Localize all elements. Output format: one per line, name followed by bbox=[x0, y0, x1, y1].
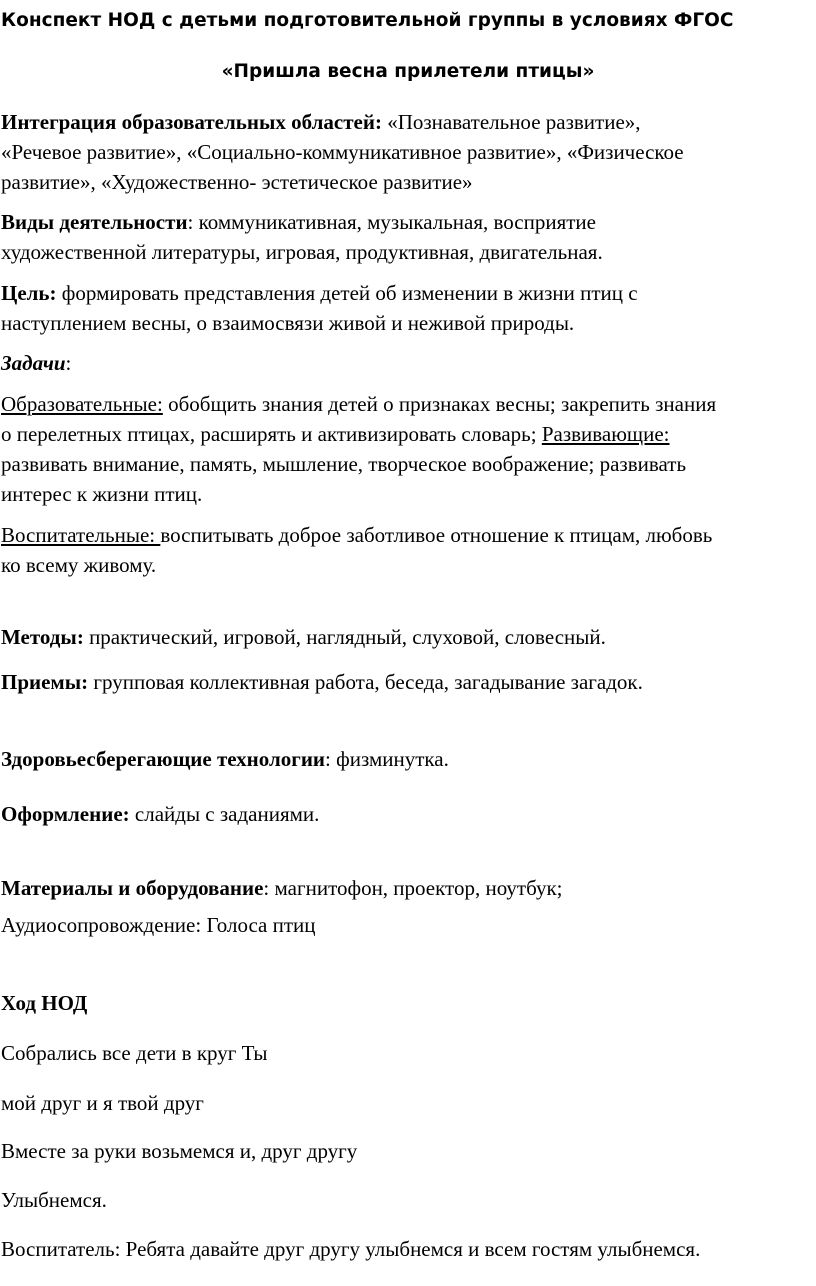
health-line bbox=[1, 747, 449, 771]
methods-label: Методы: bbox=[1, 625, 84, 649]
health-label: Здоровьесберегающие технологии bbox=[1, 747, 326, 771]
course-title bbox=[1, 991, 87, 1015]
methods-text: практический, игровой, наглядный, слуховой, словесный. bbox=[83, 625, 606, 649]
teacher-line: Воспитатель: Ребята давайте друг другу улыбнемся и всем гостям улыбнемся. bbox=[1, 1237, 701, 1261]
educational-text-2: о перелетных птицах, расширять и активизировать словарь; bbox=[1, 422, 542, 446]
integration-line-3: развитие», «Художественно- эстетическое развитие» bbox=[1, 170, 473, 194]
educational-line-2 bbox=[1, 422, 669, 446]
tasks-heading bbox=[1, 351, 71, 375]
health-text: : физминутка. bbox=[325, 747, 449, 771]
tasks-colon: : bbox=[65, 351, 72, 375]
materials-line bbox=[1, 876, 563, 900]
integration-line-1 bbox=[1, 110, 641, 134]
activities-line-2: художественной литературы, игровая, продуктивная, двигательная. bbox=[1, 240, 603, 264]
integration-line-2: «Речевое развитие», «Социально-коммуникативное развитие», «Физическое bbox=[1, 140, 684, 164]
design-label: Оформление: bbox=[1, 802, 130, 826]
goal-label: Цель: bbox=[1, 281, 57, 305]
goal-line-2: наступлением весны, о взаимосвязи живой и неживой природы. bbox=[1, 311, 575, 335]
educational-line-1 bbox=[1, 392, 716, 416]
activities-text-1: : коммуникативная, музыкальная, восприятие bbox=[187, 210, 596, 234]
design-text: слайды с заданиями. bbox=[129, 802, 320, 826]
activities-label: Виды деятельности bbox=[1, 210, 188, 234]
techniques-label: Приемы: bbox=[1, 670, 89, 694]
educational-text-1: обобщить знания детей о признаках весны; закрепить знания bbox=[162, 392, 717, 416]
educational-line-3: развивать внимание, память, мышление, творческое воображение; развивать bbox=[1, 452, 687, 476]
integration-text-1: «Познавательное развитие», bbox=[381, 110, 641, 134]
educational-label: Образовательные: bbox=[1, 392, 163, 416]
materials-text: : магнитофон, проектор, ноутбук; bbox=[263, 876, 563, 900]
poem-line: Вместе за руки возьмемся и, друг другу bbox=[1, 1139, 358, 1163]
tasks-label: Задачи bbox=[1, 351, 66, 375]
design-line bbox=[1, 802, 319, 826]
techniques-text: групповая коллективная работа, беседа, загадывание загадок. bbox=[88, 670, 643, 694]
audio-line: Аудиосопровождение: Голоса птиц bbox=[1, 913, 316, 937]
poem-line: мой друг и я твой друг bbox=[1, 1091, 204, 1115]
upbringing-line-1 bbox=[1, 523, 712, 547]
document-title: Конспект НОД с детьми подготовительной группы в условиях ФГОС bbox=[1, 10, 734, 31]
poem-line: Собрались все дети в круг Ты bbox=[1, 1041, 268, 1065]
developing-label: Развивающие: bbox=[541, 422, 670, 446]
goal-line-1 bbox=[1, 281, 638, 305]
upbringing-text-1: воспитывать доброе заботливое отношение к птицам, любовь bbox=[160, 523, 713, 547]
poem-line: Улыбнемся. bbox=[1, 1188, 107, 1212]
educational-line-4: интерес к жизни птиц. bbox=[1, 482, 203, 506]
course-title-text: Ход НОД bbox=[1, 991, 88, 1015]
methods-line bbox=[1, 625, 606, 649]
goal-text-1: формировать представления детей об изменении в жизни птиц с bbox=[56, 281, 638, 305]
activities-line-1 bbox=[1, 210, 596, 234]
document-subtitle: «Пришла весна прилетели птицы» bbox=[221, 61, 595, 82]
upbringing-line-2: ко всему живому. bbox=[1, 553, 157, 577]
upbringing-label: Воспитательные: bbox=[1, 523, 161, 547]
integration-label: Интеграция образовательных областей: bbox=[1, 110, 382, 134]
techniques-line bbox=[1, 670, 643, 694]
materials-label: Материалы и оборудование bbox=[1, 876, 264, 900]
